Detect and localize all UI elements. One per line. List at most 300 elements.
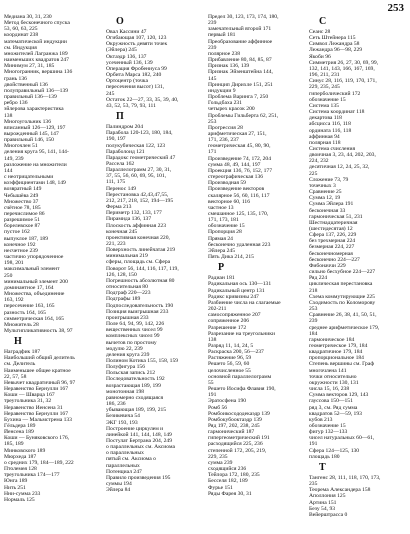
index-entry: Постулат Бертрана 204, 249 xyxy=(106,438,173,444)
index-entry: Невычет квадратичный 96, 97 xyxy=(4,379,76,386)
index-entry: Разбиение числа на слагаемые xyxy=(208,299,281,306)
index-entry: 196, 211, 231 xyxy=(309,72,340,79)
index-entry: равномерно сходящаяся xyxy=(106,394,164,401)
index-entry: проективная конечная 220, xyxy=(106,234,170,241)
index-entry: Безу 54, 93 xyxy=(309,505,336,512)
index-entry: Чебышёва 249 xyxy=(4,192,39,199)
index-entry: Подграфы 189 xyxy=(106,296,141,303)
index-entry: Радиан 181 xyxy=(208,275,235,282)
index-entry: правильный 136—139 xyxy=(4,94,57,101)
index-entry: Поле 64, 94, 99, 142, 226 xyxy=(106,321,165,328)
index-entry: Парадокс геометрический 47 xyxy=(106,154,176,161)
index-entry: Теорема Александера 158 xyxy=(309,487,371,494)
index-entry: Ортоцентр (точка xyxy=(106,78,148,85)
index-entry: Синус 28, 116, 119, 170, 171, xyxy=(309,78,377,85)
index-entry: Многоугольник 136 xyxy=(4,118,52,125)
index-entry: Овал Кассини 47 xyxy=(106,29,147,35)
index-entry: Множество 37 xyxy=(4,198,39,205)
index-entry: 229, 235, 245 xyxy=(309,84,340,91)
index-entry: основной параллелограмм xyxy=(208,373,272,380)
index-entry: Правило произведения 195 xyxy=(106,474,171,481)
index-entry: Операция Фробениуса 99 xyxy=(106,65,167,72)
index-entry: Эйлера 84 xyxy=(106,487,131,494)
index-entry: Сфера 137, 226, 229 xyxy=(309,232,357,239)
index-entry: Система 135 xyxy=(309,102,339,109)
index-entry: Мультипликативность 38, 97 xyxy=(4,327,73,334)
index-entry: кубов 213 xyxy=(309,416,333,423)
index-entry: Неравенство Бернулли 167 xyxy=(4,410,69,417)
index-entry: Нить 251 xyxy=(4,484,26,491)
index-entry: 171 xyxy=(208,149,217,156)
index-entry: координат 238 xyxy=(4,32,39,39)
index-entry: среднее арифметическое 179, xyxy=(309,324,380,331)
index-entry: 43, 52, 53, 79, 93, 111 xyxy=(106,102,156,109)
index-entry: точечных 3 xyxy=(309,182,336,189)
index-entry: Построение циркулем и xyxy=(106,425,164,432)
index-entry: конечная 245 xyxy=(106,228,138,235)
index-entry: циклическая перестановка xyxy=(309,281,373,288)
index-entry: Позиция выигрышная 233 xyxy=(106,308,169,315)
index-entry: Радикальный центр 131 xyxy=(208,287,265,294)
index-entry: Потенциал 247 xyxy=(106,468,142,475)
index-entry: сходящийся 236 xyxy=(208,466,247,473)
index-entry: Погрешность абсолютная 80 xyxy=(106,277,175,284)
index-entry: Сходимость по Коломорову xyxy=(309,299,376,306)
index-entry: 171, 236, 237 xyxy=(208,137,239,144)
index-entry: Сфера 124—125, 130 xyxy=(309,447,360,454)
index-entry: Нормаль 125 xyxy=(4,496,35,503)
index-entry: целочисленное 55 xyxy=(208,367,251,374)
index-entry: ордината 116, 118 xyxy=(309,127,352,134)
index-entry: линейкой 141, 144, 148, 149 xyxy=(106,431,172,438)
index-entry: Разрешение 172 xyxy=(208,324,247,331)
index-entry: гармоническое 184 xyxy=(309,336,355,343)
index-entry: Юнга 189 xyxy=(4,478,28,485)
index-entry: Множества, объединение xyxy=(4,291,65,298)
index-entry: Нни-сумма 233 xyxy=(4,490,41,497)
index-entry: Якоби 96 xyxy=(309,53,331,60)
index-entry: сопряженное 206 xyxy=(208,318,250,325)
index-entry: Символ Лежандра 58 xyxy=(309,41,360,48)
index-entry: Ромб 56 xyxy=(208,404,228,411)
index-column-2 xyxy=(106,14,204,493)
index-entry: Признак 136, 139 xyxy=(208,63,250,70)
index-entry: сферы, площадь см. Сфера xyxy=(106,259,171,266)
index-entry: полукубическая 122, 123 xyxy=(106,142,166,149)
index-entry: четырех красок 200 xyxy=(208,106,255,113)
index-entry: усеченный 136, 139 xyxy=(106,59,153,66)
index-entry: Решето 56, 59, 60 xyxy=(208,361,250,368)
index-letter-heading: Н xyxy=(14,336,22,348)
index-entry: 239 xyxy=(208,44,217,51)
index-entry: 198, 201 xyxy=(4,260,24,267)
index-entry: векторное 60, 116 xyxy=(208,198,251,205)
index-entry: Окружность девяти точек xyxy=(106,41,168,48)
index-entry: Эратосфена 190 xyxy=(208,398,247,405)
index-entry: 55 xyxy=(208,379,214,386)
index-entry: двойственный 136 xyxy=(4,81,48,88)
index-entry: Перестановка 42,43,47,55, xyxy=(106,191,169,198)
index-entry: Поверхность линейчатая 219 xyxy=(106,247,176,254)
index-entry: пропорциональное 184 xyxy=(309,355,364,362)
index-entry: Неравенство Бернулли 167 xyxy=(4,386,69,393)
index-entry: грань 136 xyxy=(4,75,27,82)
index-entry: 245 xyxy=(106,90,115,97)
index-entry: с неотрицательными xyxy=(4,174,54,181)
index-entry: эйлерова характеристика xyxy=(4,106,64,113)
index-entry: 132, 141, 143, 166, 167, 169, xyxy=(309,65,375,72)
index-entry: Степень вершины см. Граф xyxy=(309,361,374,368)
index-entry: о параллельных xyxy=(106,450,144,457)
index-entry: точки относительно xyxy=(309,373,357,380)
index-entry: 22, 57, 58 xyxy=(4,373,27,380)
index-entry: частное 13 xyxy=(208,204,234,211)
index-entry: Поворот 56, 144, 116, 117, 119, xyxy=(106,265,179,272)
index-entry: пересечение 163, 165 xyxy=(4,303,55,310)
index-entry: конечное 192 xyxy=(4,241,36,248)
index-entry: о параллельных см. Аксиома xyxy=(106,444,175,451)
index-entry: Птолемея 128 xyxy=(4,466,37,473)
index-entry: полуправильный 136—139 xyxy=(4,87,69,94)
index-entry: вписанный 126—129, 197 xyxy=(4,124,66,131)
index-entry: Подграф 220—223 xyxy=(106,290,151,297)
index-entry: Польская запись 212 xyxy=(106,370,156,377)
index-entry: счётное 78, 185 xyxy=(4,204,41,211)
index-entry: 218 xyxy=(309,287,318,294)
index-entry: Тангенс 28, 111, 118, 170, 173, xyxy=(309,474,381,481)
index-entry: Плоскость аффинная 223 xyxy=(106,222,167,229)
index-entry: Сложение 73, 79 xyxy=(309,176,349,183)
index-entry: Лежандра 96—98, 229 xyxy=(309,47,363,54)
index-entry: Сумма 12, 19 xyxy=(309,195,341,202)
index-entry: бесконечно 224—227 xyxy=(309,256,360,263)
index-entry: Гёльдера 189 xyxy=(4,423,36,429)
index-entry: деления круга 95, 141, 144- xyxy=(4,149,69,156)
index-entry: Полином Котика 155, 158, 159 xyxy=(106,357,179,364)
index-entry: Сравнение 25 xyxy=(309,189,342,196)
index-entry: Прогрессия 28 xyxy=(208,124,243,131)
index-entry: Система координат 118 xyxy=(309,109,365,116)
index-entry: Прямая 24 xyxy=(208,235,233,242)
index-entry: проигрышная 233 xyxy=(106,314,149,321)
index-entry: 163, 192 xyxy=(4,297,24,304)
index-entry: Пирамида 136, 137 xyxy=(106,216,152,223)
index-entry: геометрическая 45, 80, 90, xyxy=(208,143,271,150)
index-entry: параллельных xyxy=(106,462,140,469)
index-entry: Ромбоикосододекаэдр 139 xyxy=(208,410,270,417)
index-entry: Параллелограмм 27, 30, 31, xyxy=(106,167,172,174)
index-entry: Шестнадцатеричная xyxy=(309,219,358,226)
index-entry: (Эйлера) 245 xyxy=(106,47,137,54)
index-entry: Мюрхеда 187 xyxy=(4,453,37,460)
index-entry: несчетное 239 xyxy=(4,247,38,254)
index-entry: индукции 9 xyxy=(208,87,236,94)
index-entry: Парабола 120-123, 180, 184, xyxy=(106,130,173,137)
index-entry: десятичная 12, 24, 25, 32, xyxy=(309,164,370,171)
index-entry: Произведение векторов xyxy=(208,186,265,193)
index-entry: аффинная 94 xyxy=(309,133,340,140)
index-letter-heading: Т xyxy=(319,461,326,473)
index-entry: обозначение 15 xyxy=(309,96,346,103)
index-entry: декартова 118 xyxy=(309,115,342,122)
index-entry: 149, 239 xyxy=(4,155,24,162)
index-entry: безмерная 224, 227 xyxy=(309,244,355,251)
index-entry: Произведение 74, 172, 204 xyxy=(208,155,272,162)
index-entry: Наградфик 187 xyxy=(4,349,41,356)
index-entry: Бесселя 182, 189 xyxy=(208,478,248,485)
index-entry: суммы 194 xyxy=(106,481,132,488)
index-entry: 191 xyxy=(309,441,318,448)
index-entry: бесконечно удаленная 223 xyxy=(208,241,271,248)
index-entry: 221, 223 xyxy=(106,241,126,247)
index-entry: 186, 236 xyxy=(106,401,126,408)
index-entry: 225 xyxy=(309,170,318,177)
index-entry: 144 xyxy=(4,167,13,174)
index-entry: Ромбокубооктаэдр 139 xyxy=(208,416,262,423)
index-entry: бесконечномерная xyxy=(309,250,353,257)
index-entry: Симметрия 26, 27, 30, 69, 99, xyxy=(309,59,379,66)
index-entry: Сумма векторов 129, 143 xyxy=(309,392,369,399)
index-entry: борелевское 87 xyxy=(4,223,41,230)
index-entry: Растяжение 96, 59 xyxy=(208,355,252,362)
index-entry: 253 xyxy=(208,118,217,125)
index-entry: (шестидесятая) 12 xyxy=(309,226,353,232)
index-entry: Производная 59 xyxy=(208,180,246,187)
index-entry: гауссова 150—151 xyxy=(309,398,353,405)
index-entry: Множитель 28 xyxy=(4,321,39,328)
index-entry: о средних 179, 184—189, 222 xyxy=(4,459,74,466)
index-entry: 184 xyxy=(309,330,318,337)
index-entry: убывающая 189, 199, 215 xyxy=(106,407,167,414)
index-entry: Сравнение 26, 38, 41, 50, 51, xyxy=(309,312,377,319)
index-entry: Разрезание на треугольники xyxy=(208,330,275,337)
index-entry: симметрическая 164, 165 xyxy=(4,315,64,322)
index-entry: Пять Дика 214, 215 xyxy=(208,254,254,261)
index-entry: Вейерштрасса 0 xyxy=(309,511,348,518)
index-entry: Эйлера 245 xyxy=(208,247,236,254)
index-entry: гармонический 187 xyxy=(208,429,255,436)
index-entry: сумма 48, 49, 144, 197 xyxy=(208,161,261,168)
index-entry: Полуфигура 156 xyxy=(106,364,145,371)
index-entry: правильный 146, 150 xyxy=(4,137,54,144)
index-entry: скалярное 56, 60, 116, 117 xyxy=(208,192,270,199)
index-entry: стереографическая 136 xyxy=(208,174,264,181)
index-entry: максимальный элемент xyxy=(4,266,60,273)
index-entry: множителей Лагранжа 189 xyxy=(4,50,68,57)
index-entry: многочлена 141 xyxy=(309,367,347,374)
index-entry: Принцип Дирихле 151, 251 xyxy=(208,81,273,88)
index-entry: Проблемы Гильберта 62, 251, xyxy=(208,112,279,119)
index-entry: Радикальная ось 130—131 xyxy=(208,281,272,288)
index-entry: Ряды Фарея 30, 31 xyxy=(208,490,252,497)
index-entry: арифметическая 27, 151, xyxy=(208,130,267,137)
index-entry: площадь 180 xyxy=(309,453,340,460)
index-entry: наименьших квадратов 247 xyxy=(4,57,69,64)
index-entry: гипергеометрический 191 xyxy=(208,435,270,442)
index-entry: Фурье 151 xyxy=(208,484,233,491)
index-entry: 239 xyxy=(309,318,318,325)
index-entry: числа 15, 16, 238 xyxy=(309,386,350,393)
index-entry: 239 xyxy=(208,20,217,27)
index-entry: геометрическое 179, 184 xyxy=(309,342,368,349)
index-entry: Схема коммутирующие 225 xyxy=(309,293,375,300)
index-entry: вещественных чисел 99 xyxy=(106,327,163,334)
index-letter-heading: Р xyxy=(218,262,225,274)
index-entry: пятый см. Аксиома о xyxy=(106,456,156,463)
index-entry: Решето Иосифа Флавия 190, xyxy=(208,386,276,393)
index-entry: минимальная 219 xyxy=(106,253,148,260)
index-entry: коэффициентами 148, 149 xyxy=(4,180,66,187)
index-entry: без трехмерная 224 xyxy=(309,238,356,245)
index-entry: Последовательность 192 xyxy=(106,376,165,383)
index-entry: Предел 30, 123, 173, 174, 180, xyxy=(208,14,279,20)
index-entry: треугольника 174—177 xyxy=(4,472,60,479)
index-entry: Ферма 213 xyxy=(106,204,132,211)
index-entry: разность 164, 165 xyxy=(4,309,46,316)
index-entry: 191 xyxy=(208,392,217,399)
index-entry: ряд 3, см. Ряд сумма xyxy=(309,404,358,411)
index-entry: 37, 55, 56, 60, 69, 95, 101, xyxy=(106,173,167,180)
index-entry: окружности 130, 131 xyxy=(309,379,359,386)
index-entry: частично упорядоченное xyxy=(4,254,64,261)
index-entry: треугольника 31, 32 xyxy=(4,398,52,405)
index-entry: Раскраска 200, 56—237 xyxy=(208,349,264,356)
index-letter-heading: С xyxy=(319,16,327,27)
index-entry: Прибавление 80, 84, 85, 87 xyxy=(208,57,272,64)
index-column-1 xyxy=(4,14,102,503)
index-entry: 224, 232 xyxy=(309,158,329,165)
index-entry: деления круга 239 xyxy=(106,351,150,358)
index-entry: обозначение 15 xyxy=(208,223,245,230)
index-entry: Палиндром 204 xyxy=(106,124,144,131)
index-entry: разрешимое 51 xyxy=(4,217,40,224)
index-entry: Радикс кривизны 247 xyxy=(208,293,259,300)
index-entry: Проекция 136, 76, 152, 177 xyxy=(208,167,273,174)
index-entry: 229, 235 xyxy=(208,453,228,460)
index-entry: степенной 172, 205, 219, xyxy=(208,447,267,454)
index-entry: 138 xyxy=(4,112,13,119)
index-entry: относительная 80 xyxy=(106,284,148,291)
index-entry: абсцисса 116, 118 xyxy=(309,121,351,128)
index-entry: вычетов по простому xyxy=(106,339,157,346)
index-entry: Октаэдр 136, 137 xyxy=(106,53,147,60)
index-entry: Преобразование аффинное xyxy=(208,38,273,45)
index-entry: см. Делитель xyxy=(4,361,36,368)
index-entry: 111, 175 xyxy=(106,179,126,186)
index-entry: Аполлония 125 xyxy=(309,493,346,500)
index-entry: Многочлен 51 xyxy=(4,143,38,150)
index-entry: 235 xyxy=(309,481,318,488)
index-entry: замечательный второй 171 xyxy=(208,26,272,33)
index-entry: Метод бесконечного спуска xyxy=(4,20,70,27)
index-entry: 253 xyxy=(309,306,318,313)
index-entry: Гольдбаха 231 xyxy=(208,100,242,107)
index-entry: 171, 173, 181 xyxy=(208,217,239,224)
index-entry: Бухина — Мальмстрема 133 xyxy=(4,416,72,423)
index-entry: самосопряженное 207 xyxy=(208,312,261,319)
index-entry: фигур 132—133 xyxy=(309,429,348,436)
index-entry: Ряд 224 xyxy=(309,275,328,282)
index-entry: Минимум 27, 31, 185 xyxy=(4,63,55,70)
index-entry: выпуклое 187, 189 xyxy=(4,235,49,242)
index-entry: Рассела 162 xyxy=(106,160,135,167)
index-entry: математической индукции xyxy=(4,38,67,45)
index-entry: Наименьшее общее кратное xyxy=(4,367,71,374)
index-entry: ребро 136 xyxy=(4,100,28,107)
index-entry: Периметр 132, 133, 177 xyxy=(106,210,162,217)
index-entry: двоичная 3, 23, 44, 202, 203, xyxy=(309,152,376,159)
index-entry: сумма 239 xyxy=(208,459,233,466)
index-entry: 138 xyxy=(208,336,217,343)
index-entry: пересечения высот) 131, xyxy=(106,84,165,91)
index-entry: первый 181 xyxy=(208,32,236,39)
index-entry: минимальный элемент 200 xyxy=(4,278,68,285)
index-entry: Остаток 22—27, 33, 35, 39, 40, xyxy=(106,96,179,103)
index-entry: комплексных чисел 99 xyxy=(106,333,160,340)
index-entry: Наибольший общий делитель xyxy=(4,355,75,362)
index-entry: бесконечная 33 xyxy=(309,207,346,214)
index-entry: полярное 238 xyxy=(208,50,241,57)
index-entry: гармоническая 51, 231 xyxy=(309,213,363,220)
index-entry: 145 xyxy=(208,75,217,82)
index-letter-heading: О xyxy=(116,16,124,27)
index-entry: перечислимое 86 xyxy=(4,211,45,217)
index-entry: Сумма Эйлера 191 xyxy=(309,201,354,208)
index-entry: 212, 217, 218, 152, 194—195 xyxy=(106,197,174,204)
index-entry: разложение на множители xyxy=(4,161,67,168)
index-entry: сильно бесхубное 224—227 xyxy=(309,269,376,276)
index-entry: возрастающая 189, 199 xyxy=(106,382,161,389)
index-entry: Перенос 149 xyxy=(106,185,137,192)
page-number: 253 xyxy=(387,2,404,14)
index-letter-heading: П xyxy=(116,111,124,123)
index-entry: Безикевича 54 xyxy=(106,413,140,420)
index-entry: пустое 162 xyxy=(4,229,30,236)
index-column-3 xyxy=(208,14,306,497)
index-entry: Минковского 189 xyxy=(4,447,46,454)
index-entry: модулю 22, 239 xyxy=(106,345,143,352)
index-entry: расходящийся 225, 236 xyxy=(208,441,263,448)
index-entry: ЭКГ 193, 193 xyxy=(106,419,138,426)
index-entry: Параболоид 121 xyxy=(106,148,145,155)
index-entry: гиперболический 172 xyxy=(309,90,361,97)
index-entry: доминантное 17, 164 xyxy=(4,284,54,291)
index-entry: монотонная 198 xyxy=(106,388,145,395)
index-entry: Многогранник, вершина 136 xyxy=(4,69,73,76)
index-entry: Пропорция 28 xyxy=(208,229,242,236)
index-entry: Подпоследовательность 190 xyxy=(106,302,174,309)
index-entry: Коши — Буняковского 176, xyxy=(4,435,70,442)
index-entry: 190, 197 xyxy=(106,136,126,143)
index-entry: Сеть Штейнера 115 xyxy=(309,35,356,42)
index-entry: 185, 189 xyxy=(4,441,24,448)
index-entry: 53, 60, 63, 225 xyxy=(4,26,38,33)
index-entry: Сеанс 28 xyxy=(309,29,331,35)
index-entry: 126, 128, 150 xyxy=(106,271,137,278)
index-entry: Проблема Варинга 7, 250 xyxy=(208,94,269,101)
index-entry: вырожденный 145, 147 xyxy=(4,130,59,137)
index-entry: чисел натуральных 60—61, xyxy=(309,435,375,442)
index-entry: Коши — Шварца 167 xyxy=(4,392,55,399)
index-entry: Система счисления xyxy=(309,145,356,152)
index-entry: Орбита Марса 182, 240 xyxy=(106,72,162,79)
index-entry: возвратный 149 xyxy=(4,186,42,193)
index-entry: 250 xyxy=(4,272,13,279)
index-entry: полярная 118 xyxy=(309,139,341,146)
index-entry: Разряд 11, 14, 24, 5 xyxy=(208,342,254,349)
index-entry: квадратов 52—59, 193 xyxy=(309,410,362,417)
index-entry: Огибающая 107, 120, 123 xyxy=(106,35,167,42)
